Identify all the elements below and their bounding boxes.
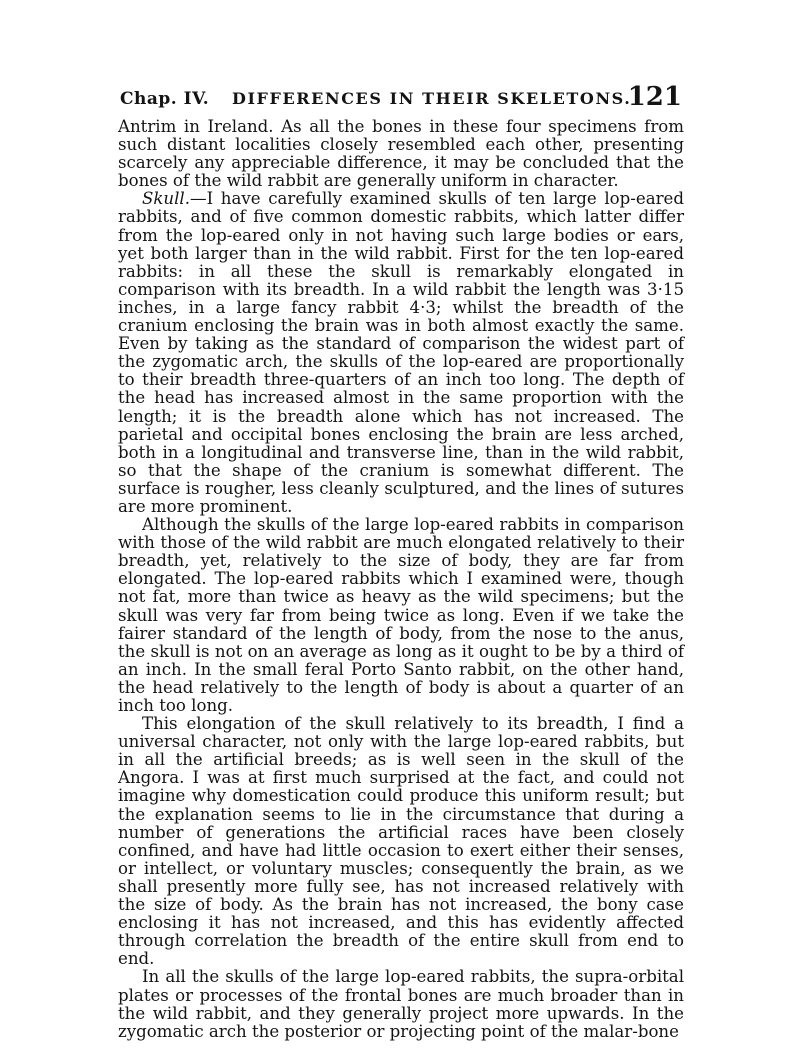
paragraph: [118, 715, 684, 968]
paragraph: [118, 968, 684, 1040]
body-text: [118, 118, 684, 1041]
paragraph-text: Antrim in Ireland. As all the bones in these four specimens from such distant localities closely resembled each other, presenting scarcely any appreciable difference, it may be concluded that the bones of the wild rabbit are generally uniform in character.: [118, 117, 684, 191]
paragraph-continued: [118, 118, 684, 190]
running-header: [120, 82, 682, 112]
paragraph-skull: [118, 190, 684, 516]
paragraph-text: —I have carefully examined skulls of ten large lop-eared rabbits, and of five common domestic rabbits, which latter differ from the lop-eared only in not having such large bodies or ears, yet both larger than in the wild rabbit. First for the ten lop-eared rabbits: in all these the skull is remarkably elongated in comparison with its breadth. In a wild rabbit the length was 3·15 inches, in a large fancy rabbit 4·3; whilst the breadth of the cranium enclosing the brain was in both almost exactly the same. Even by taking as the standard of comparison the widest part of the zygomatic arch, the skulls of the lop-eared are proportionally to their breadth three-quarters of an inch too long. The depth of the head has increased almost in the same proportion with the length; it is the breadth alone which has not increased. The parietal and occipital bones enclosing the brain are less arched, both in a longitudinal and transverse line, than in the wild rabbit, so that the shape of the cranium is somewhat different. The surface is rougher, less cleanly sculptured, and the lines of sutures are more prominent.: [118, 189, 684, 516]
paragraph-text: In all the skulls of the large lop-eared rabbits, the supra-orbital plates or processes of the frontal bones are much broader than in the wild rabbit, and they generally project more upwards. In the zygomatic arch the posterior or projecting point of the malar-bone: [118, 967, 684, 1041]
paragraph: [118, 516, 684, 715]
chapter-label: Chap. IV.: [120, 89, 210, 109]
paragraph-text: Although the skulls of the large lop-eared rabbits in comparison with those of the wild rabbit are much elongated relatively to their breadth, yet, relatively to the size of body, they are far from elongated. The lop-eared rabbits which I examined were, though not fat, more than twice as heavy as the wild specimens; but the skull was very far from being twice as long. Even if we take the fairer standard of the length of body, from the nose to the anus, the skull is not on an average as long as it ought to be by a third of an inch. In the small feral Porto Santo rabbit, on the other hand, the head relatively to the length of body is about a quarter of an inch too long.: [118, 515, 684, 715]
section-lead-skull: Skull.: [142, 189, 190, 209]
paragraph-text: This elongation of the skull relatively to its breadth, I find a universal character, not only with the large lop-eared rabbits, but in all the artificial breeds; as is well seen in the skull of the Angora. I was at first much surprised at the fact, and could not imagine why domestication could produce this uniform result; but the explanation seems to lie in the circumstance that during a number of generations the artificial races have been closely confined, and have had little occasion to exert either their senses, or intellect, or voluntary muscles; consequently the brain, as we shall presently more fully see, has not increased relatively with the size of body. As the brain has not increased, the bony case enclosing it has not increased, and this has evidently affected through correlation the breadth of the entire skull from end to end.: [118, 714, 684, 969]
running-title: DIFFERENCES IN THEIR SKELETONS.: [232, 89, 632, 108]
page-number: 121: [627, 82, 682, 112]
